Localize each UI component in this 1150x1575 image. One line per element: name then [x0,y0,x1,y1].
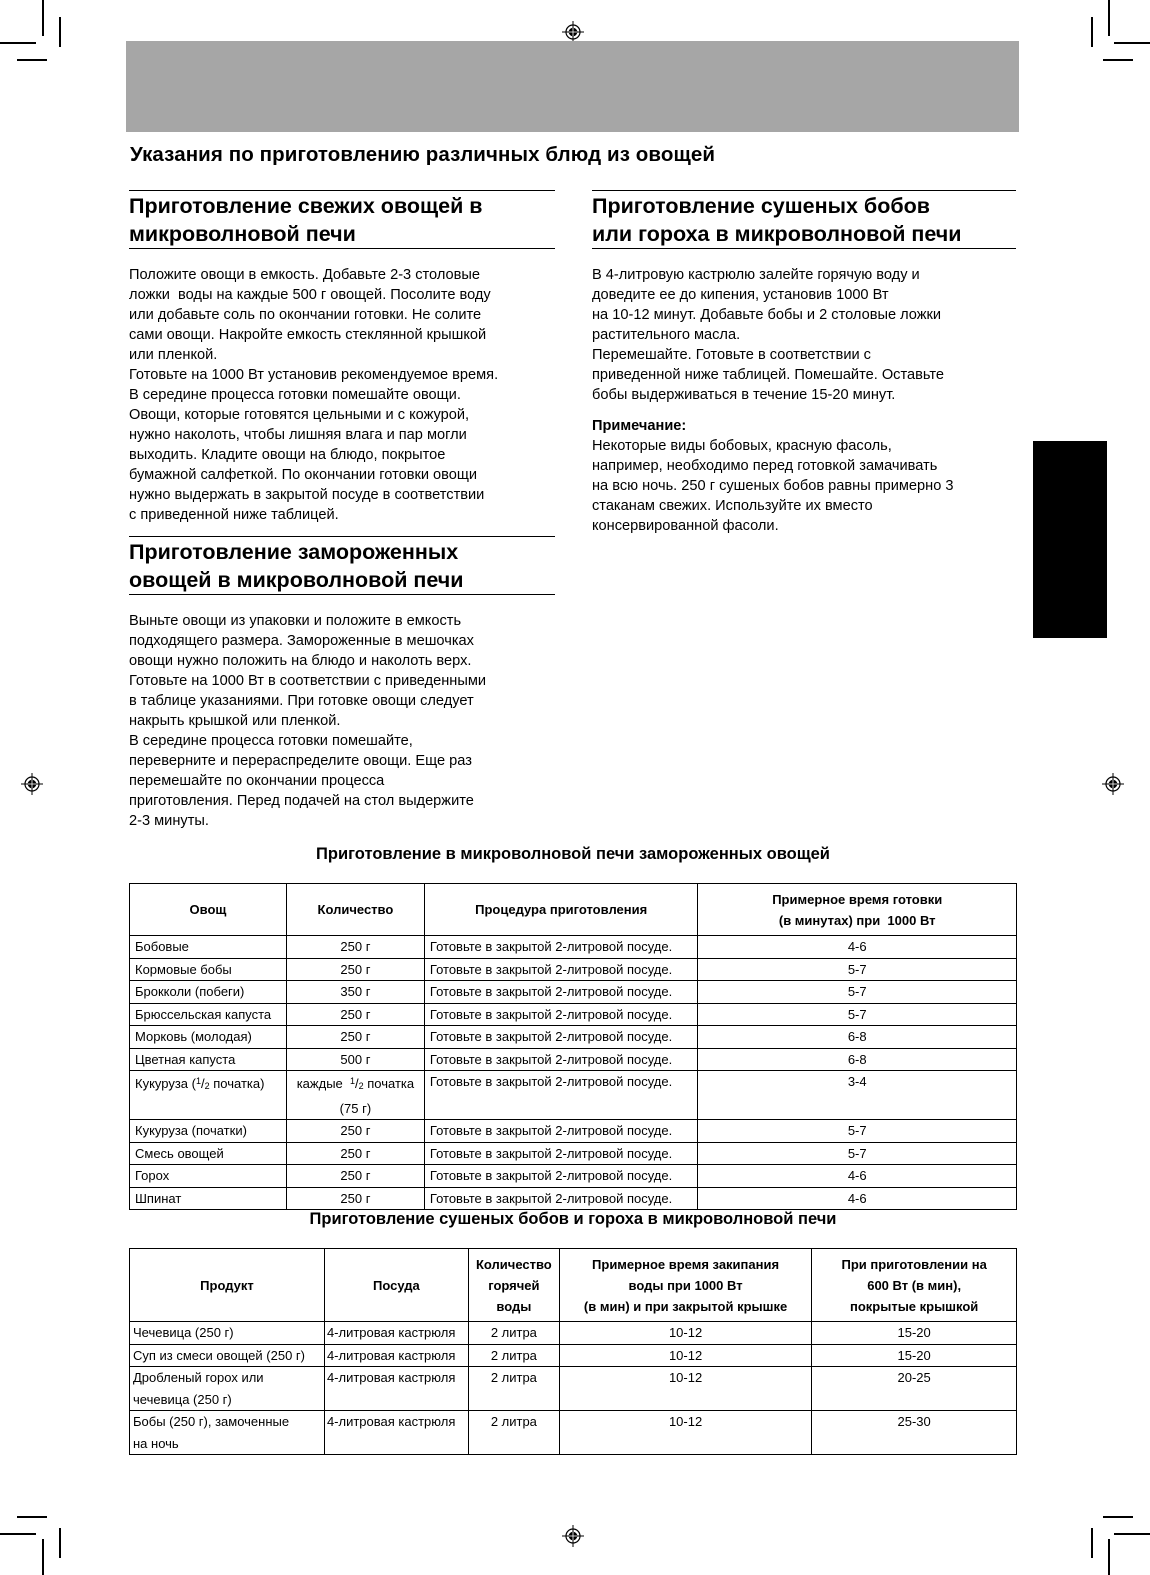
header-line: При приготовлении на [841,1256,987,1272]
cell-time: 3-4 [698,1071,1017,1120]
cell-product [130,1322,325,1345]
table-row [130,981,1017,1004]
cell-time: 6-8 [698,1048,1017,1071]
cell-quantity: 250 г [286,1165,424,1188]
text-line: бумажной салфеткой. По окончании готовки овощи [129,467,478,483]
text-line: сами овощи. Накройте емкость стеклянной крышкой [129,327,487,343]
cell-time: 5-7 [698,981,1017,1004]
crop-mark [1108,1539,1110,1575]
text: (75 г) [339,1100,372,1116]
crop-mark [0,1533,36,1535]
text-line: В середине процесса готовки помешайте овощи. [129,387,461,403]
note-line: на всю ночь. 250 г сушеных бобов равны примерно 3 [592,478,954,494]
text: каждые [296,1076,350,1091]
column-header [698,884,1017,936]
section-body [129,265,555,525]
cell-quantity: каждые $^1/_2$ початка (75 г) [286,1071,424,1120]
cell-water: 2 литра [468,1411,559,1455]
text-line: перемешайте по окончании процесса [129,773,385,789]
cell-cook-time: 20-25 [812,1367,1017,1411]
section-body [592,265,1016,536]
cell-quantity: 250 г [286,1003,424,1026]
cell-time: 5-7 [698,1142,1017,1165]
text-line: ложки воды на каждые 500 г овощей. Посолите воду [129,287,491,303]
cell-quantity: 250 г [286,1026,424,1049]
fraction-numerator: 1 [195,1076,201,1086]
cell-dish: 4-литровая кастрюля [324,1411,468,1455]
table-row [130,1026,1017,1049]
column-header [468,1249,559,1322]
text-line: в таблице указаниями. При готовке овощи следует [129,693,474,709]
cell-vegetable: Смесь овощей [130,1142,287,1165]
table-row [130,1344,1017,1367]
registration-mark-icon [21,773,43,795]
text-line: бобы выдерживаться в течение 15-20 минут. [592,387,896,403]
header-line: Количество [475,1256,552,1272]
cell-procedure: Готовьте в закрытой 2-литровой посуде. [424,1003,698,1026]
cell-boil-time: 10-12 [559,1322,811,1345]
section-heading [129,536,555,595]
table-row [130,1142,1017,1165]
text-line: доведите ее до кипения, установив 1000 Вт [592,287,889,303]
crop-mark [1091,17,1093,47]
table-row [130,1165,1017,1188]
text-line: подходящего размера. Замороженные в мешочках [129,633,474,649]
cell-dish: 4-литровая кастрюля [324,1322,468,1345]
cell-product [130,1344,325,1367]
crop-mark [1114,42,1150,44]
cell-boil-time: 10-12 [559,1411,811,1455]
cell-procedure: Готовьте в закрытой 2-литровой посуде. [424,936,698,959]
table-row [130,1411,1017,1455]
cell-boil-time: 10-12 [559,1367,811,1411]
crop-mark [17,59,47,61]
column-header: Овощ [130,884,287,936]
text-line: В середине процесса готовки помешайте, [129,733,413,749]
heading-line: Приготовление замороженных [129,540,459,564]
header-line: воды при 1000 Вт [628,1277,743,1293]
text-line: Положите овощи в емкость. Добавьте 2-3 столовые [129,267,480,283]
cell-vegetable: Брюссельская капуста [130,1003,287,1026]
cell-dish: 4-литровая кастрюля [324,1344,468,1367]
text-line: Готовьте на 1000 Вт в соответствии с приведенными [129,673,487,689]
text-line: на 10-12 минут. Добавьте бобы и 2 столовые ложки [592,307,942,323]
header-line: Примерное время закипания [592,1256,780,1272]
cell-vegetable: Кормовые бобы [130,958,287,981]
text-line: растительного масла. [592,327,741,343]
section-frozen-vegetables [129,536,555,831]
heading-line: или гороха в микроволновой печи [592,222,962,246]
text-line: переверните и перераспределите овощи. Еще раз [129,753,472,769]
header-line: (в минутах) при 1000 Вт [778,912,936,928]
note-line: например, необходимо перед готовкой замачивать [592,458,938,474]
crop-mark [1091,1528,1093,1558]
cell-procedure: Готовьте в закрытой 2-литровой посуде. [424,1187,698,1210]
table-title-frozen: Приготовление в микроволновой печи замороженных овощей [316,845,830,863]
text-line: 2-3 минуты. [129,813,209,829]
cell-boil-time: 10-12 [559,1344,811,1367]
cell-procedure: Готовьте в закрытой 2-литровой посуде. [424,1026,698,1049]
column-header: Количество [286,884,424,936]
note-line: Некоторые виды бобовых, красную фасоль, [592,438,892,454]
note-line: стаканам свежих. Используйте их вместо [592,498,873,514]
registration-mark-icon [562,21,584,43]
frozen-vegetables-table [129,883,1017,1210]
table-row [130,1071,1017,1120]
text-line: Овощи, которые готовятся цельными и с кожурой, [129,407,470,423]
cell-cook-time: 15-20 [812,1344,1017,1367]
registration-mark-icon [562,1525,584,1547]
crop-mark [1103,59,1133,61]
cell-cook-time: 15-20 [812,1322,1017,1345]
crop-mark [1114,1533,1150,1535]
crop-mark [59,17,61,47]
table-row [130,958,1017,981]
note-line: консервированной фасоли. [592,518,779,534]
language-side-tab [1033,441,1107,638]
table-row [130,1048,1017,1071]
cell-quantity: 250 г [286,1120,424,1143]
registration-mark-icon [1102,773,1124,795]
cell-water: 2 литра [468,1367,559,1411]
column-header: Продукт [130,1249,325,1322]
table-row [130,1003,1017,1026]
section-heading [592,190,1016,249]
text-line: овощи нужно положить на блюдо и наколоть верх. [129,653,472,669]
column-header: Посуда [324,1249,468,1322]
column-header [559,1249,811,1322]
cell-time: 5-7 [698,958,1017,981]
crop-mark [42,0,44,36]
heading-line: овощей в микроволновой печи [129,568,464,592]
text-line: выходить. Кладите овощи на блюдо, покрытое [129,447,446,463]
fraction-numerator: 1 [350,1076,356,1086]
table-row [130,1120,1017,1143]
cell-quantity: 250 г [286,958,424,981]
cell-vegetable: Морковь (молодая) [130,1026,287,1049]
column-header: Процедура приготовления [424,884,698,936]
cell-water: 2 литра [468,1322,559,1345]
header-line: горячей [488,1277,540,1293]
page-title: Указания по приготовлению различных блюд из овощей [130,143,716,166]
crop-mark [17,1516,47,1518]
heading-line: Приготовление свежих овощей в [129,194,483,218]
header-bar [126,41,1019,132]
cell-time: 4-6 [698,1165,1017,1188]
table-row [130,1367,1017,1411]
fraction-denominator: 2 [204,1081,210,1091]
crop-mark [1108,0,1110,36]
cell-procedure: Готовьте в закрытой 2-литровой посуде. [424,1120,698,1143]
cell-vegetable: Горох [130,1165,287,1188]
cell-quantity: 500 г [286,1048,424,1071]
table-row [130,1187,1017,1210]
cell-vegetable: Брокколи (побеги) [130,981,287,1004]
cell-product [130,1367,325,1411]
text-line: Выньте овощи из упаковки и положите в емкость [129,613,462,629]
cell-time: 5-7 [698,1120,1017,1143]
cell-vegetable: Кукуруза (початки) [130,1120,287,1143]
header-line: воды [496,1298,532,1314]
cell-time: 4-6 [698,936,1017,959]
cell-quantity: 250 г [286,1187,424,1210]
cell-quantity: 250 г [286,1142,424,1165]
section-heading [129,190,555,249]
text-line: В 4-литровую кастрюлю залейте горячую воду и [592,267,920,283]
text-line: приведенной ниже таблицей. Помешайте. Оставьте [592,367,944,383]
cell-quantity: 250 г [286,936,424,959]
text: Чечевица (250 г) [133,1325,234,1340]
cell-vegetable: Кукуруза ($^1/_2$ початка) [130,1071,287,1120]
text: Бобы (250 г), замоченные [133,1414,290,1429]
heading-line: Приготовление сушеных бобов [592,194,930,218]
column-header [812,1249,1017,1322]
cell-procedure: Готовьте в закрытой 2-литровой посуде. [424,1071,698,1120]
heading-line: микроволновой печи [129,222,356,246]
header-line: (в мин) и при закрытой крышке [583,1298,788,1314]
text: початка) [209,1076,265,1091]
crop-mark [42,1539,44,1575]
header-line: покрытые крышкой [849,1298,979,1314]
cell-procedure: Готовьте в закрытой 2-литровой посуде. [424,1142,698,1165]
cell-procedure: Готовьте в закрытой 2-литровой посуде. [424,958,698,981]
text-line: нужно выдержать в закрытой посуде в соответствии [129,487,485,503]
cell-procedure: Готовьте в закрытой 2-литровой посуде. [424,1048,698,1071]
note-title: Примечание: [592,418,687,434]
dried-beans-table [129,1248,1017,1455]
section-dried-beans [592,190,1016,536]
cell-water: 2 литра [468,1344,559,1367]
text-line: накрыть крышкой или пленкой. [129,713,341,729]
cell-dish: 4-литровая кастрюля [324,1367,468,1411]
text-line: приготовления. Перед подачей на стол выдержите [129,793,474,809]
text: Кукуруза ( [135,1076,196,1091]
cell-time: 5-7 [698,1003,1017,1026]
cell-cook-time: 25-30 [812,1411,1017,1455]
text: Дробленый горох или [133,1370,264,1385]
table-header-row [130,1249,1017,1322]
text-line: Перемешайте. Готовьте в соответствии с [592,347,871,363]
section-body [129,611,555,831]
cell-time: 4-6 [698,1187,1017,1210]
cell-procedure: Готовьте в закрытой 2-литровой посуде. [424,1165,698,1188]
cell-time: 6-8 [698,1026,1017,1049]
table-row [130,936,1017,959]
header-line: Примерное время готовки [772,891,943,907]
text-line: или пленкой. [129,347,218,363]
text-line: или добавьте соль по окончании готовки. Не солите [129,307,482,323]
cell-quantity: 350 г [286,981,424,1004]
cell-vegetable: Шпинат [130,1187,287,1210]
text-line: Готовьте на 1000 Вт установив рекомендуемое время. [129,367,499,383]
cell-vegetable: Бобовые [130,936,287,959]
text-line: нужно наколоть, чтобы лишняя влага и пар могли [129,427,467,443]
text: чечевица (250 г) [133,1391,232,1407]
crop-mark [1103,1516,1133,1518]
table-header-row [130,884,1017,936]
cell-product [130,1411,325,1455]
crop-mark [59,1528,61,1558]
crop-mark [0,42,36,44]
cell-procedure: Готовьте в закрытой 2-литровой посуде. [424,981,698,1004]
text: Суп из смеси овощей (250 г) [133,1347,305,1363]
section-fresh-vegetables [129,190,555,525]
header-line: 600 Вт (в мин), [867,1277,962,1293]
table-title-dried: Приготовление сушеных бобов и гороха в микроволновой печи [309,1210,837,1228]
table-row [130,1322,1017,1345]
text-line: с приведенной ниже таблицей. [129,507,339,523]
text: на ночь [133,1435,179,1451]
fraction-denominator: 2 [358,1081,364,1091]
cell-vegetable: Цветная капуста [130,1048,287,1071]
text: початка [363,1076,415,1091]
